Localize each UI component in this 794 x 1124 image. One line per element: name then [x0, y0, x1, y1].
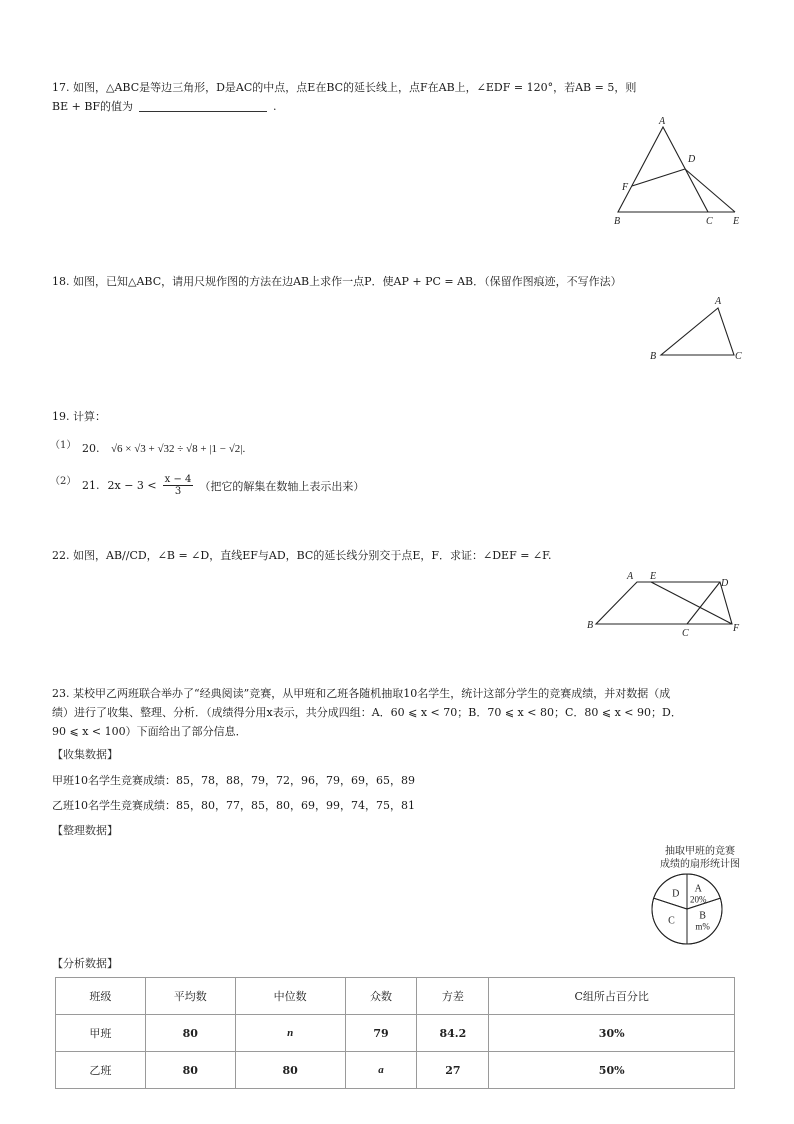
q17-line2: BE + BF的值为: [52, 100, 134, 113]
q18-figure: [640, 292, 750, 364]
q17-figure: [605, 112, 755, 230]
label-a: A: [627, 571, 634, 582]
label-c: C: [735, 351, 742, 362]
q23-line3: 90 ⩽ x < 100）下面给出了部分信息．: [52, 725, 247, 738]
label-b: B: [587, 620, 594, 631]
q22-number: 22.: [52, 549, 70, 562]
label-d: D: [688, 154, 696, 165]
q19-label: 计算：: [73, 410, 106, 423]
table-row: [56, 1052, 735, 1089]
label-a: A: [659, 116, 666, 127]
q19-part2: [82, 474, 364, 497]
table-cell: 甲班: [56, 1015, 146, 1052]
answer-blank[interactable]: [139, 101, 267, 112]
class-b-scores-line: [52, 797, 415, 813]
class-a-label: 甲班10名学生竞赛成绩：: [52, 774, 176, 787]
pie-title-line2: 成绩的扇形统计图: [660, 859, 740, 870]
q23-line2: 绩）进行了收集、整理、分析．（成绩得分用x表示，共分成四组：A．60 ⩽ x < 70；B．70 ⩽ x < 80；C．80 ⩽ x < 90；D．: [52, 706, 682, 719]
label-e: E: [650, 571, 657, 582]
q19-part1-tag: （1）: [50, 440, 77, 451]
table-header-row: [56, 978, 735, 1015]
q22-statement: 如图，AB//CD，∠B = ∠D，直线EF与AD，BC的延长线分别交于点E，F．求证：∠DEF = ∠F.: [73, 549, 552, 562]
table-cell: 80: [145, 1052, 235, 1089]
q23-number: 23.: [52, 687, 70, 700]
q23-text: [52, 684, 752, 741]
table-cell: 30%: [489, 1015, 735, 1052]
table-cell: 50%: [489, 1052, 735, 1089]
class-b-label: 乙班10名学生竞赛成绩：: [52, 799, 176, 812]
q22-figure: [582, 568, 752, 642]
segment-de: [685, 169, 735, 212]
table-cell: 80: [235, 1052, 345, 1089]
q19-number: 19.: [52, 410, 70, 423]
label-b: B: [614, 216, 621, 227]
table-header: C组所占百分比: [489, 978, 735, 1015]
q18-statement: 如图，已知△ABC，请用尺规作图的方法在边AB上求作一点P．使AP + PC = AB．（保留作图痕迹，不写作法）: [73, 275, 622, 288]
q17-number: 17.: [52, 81, 70, 94]
pie-title: [640, 845, 760, 871]
pie-label-a: A: [694, 883, 702, 895]
q20-expression: √6 × √3 + √32 ÷ √8 + |1 − √2|.: [111, 443, 246, 455]
label-b: B: [650, 351, 657, 362]
table-header: 众数: [345, 978, 417, 1015]
organize-title: 【整理数据】: [52, 824, 118, 837]
class-a-scores-line: [52, 772, 415, 788]
label-f: F: [733, 623, 740, 634]
analyze-title: 【分析数据】: [52, 957, 118, 970]
q19-part1: [82, 442, 245, 455]
q21-fraction: [163, 474, 194, 497]
q22-text: [52, 547, 752, 563]
q21-numerator: x − 4: [164, 474, 192, 485]
table-header: 班级: [56, 978, 146, 1015]
table-header: 方差: [417, 978, 489, 1015]
table-cell: n: [235, 1015, 345, 1052]
analysis-table: [55, 977, 735, 1089]
table-cell: 27: [417, 1052, 489, 1089]
table-cell: a: [345, 1052, 417, 1089]
q18-text: [52, 272, 752, 291]
collect-title: 【收集数据】: [52, 748, 118, 761]
table-header: 平均数: [145, 978, 235, 1015]
table-cell: 乙班: [56, 1052, 146, 1089]
table-cell: 79: [345, 1015, 417, 1052]
q19-part2-tag: （2）: [50, 476, 77, 487]
label-c: C: [706, 216, 713, 227]
q21-note: （把它的解集在数轴上表示出来）: [199, 479, 365, 493]
q21-denominator: 3: [174, 486, 182, 497]
table-cell: 84.2: [417, 1015, 489, 1052]
q18-number: 18.: [52, 275, 70, 288]
class-a-scores: 85，78，88，79，72，96，79，69，65，89: [176, 774, 415, 787]
q23-line1: 某校甲乙两班联合举办了“经典阅读”竞赛，从甲班和乙班各随机抽取10名学生，统计这部分学生的竞赛成绩，并对数据（成: [73, 687, 671, 700]
pie-chart: [650, 872, 750, 946]
table-row: [56, 1015, 735, 1052]
pie-value-b: m%: [695, 921, 710, 932]
label-f: F: [622, 182, 629, 193]
q17-line1: 如图，△ABC是等边三角形，D是AC的中点，点E在BC的延长线上，点F在AB上，∠EDF = 120°，若AB = 5，则: [73, 81, 637, 94]
q19-title: [52, 408, 106, 424]
label-a: A: [715, 296, 722, 307]
q21-lhs: 2x − 3 <: [107, 479, 157, 492]
table-header: 中位数: [235, 978, 345, 1015]
q17-period: .: [273, 100, 277, 113]
triangle-abc: [661, 308, 734, 355]
pie-value-a: 20%: [690, 894, 707, 905]
triangle-abc: [618, 127, 708, 212]
q20-number: 20.: [82, 442, 100, 455]
pie-title-line1: 抽取甲班的竞赛: [665, 846, 735, 857]
pie-label-c: C: [668, 915, 675, 927]
q21-number: 21.: [82, 479, 100, 492]
q17-text: [52, 78, 752, 116]
label-e: E: [733, 216, 740, 227]
table-cell: 80: [145, 1015, 235, 1052]
pie-label-d: D: [672, 888, 680, 900]
class-b-scores: 85，80，77，85，80，69，99，74，75，81: [176, 799, 415, 812]
label-d: D: [721, 578, 729, 589]
label-c: C: [682, 628, 689, 639]
pie-label-b: B: [699, 910, 706, 922]
